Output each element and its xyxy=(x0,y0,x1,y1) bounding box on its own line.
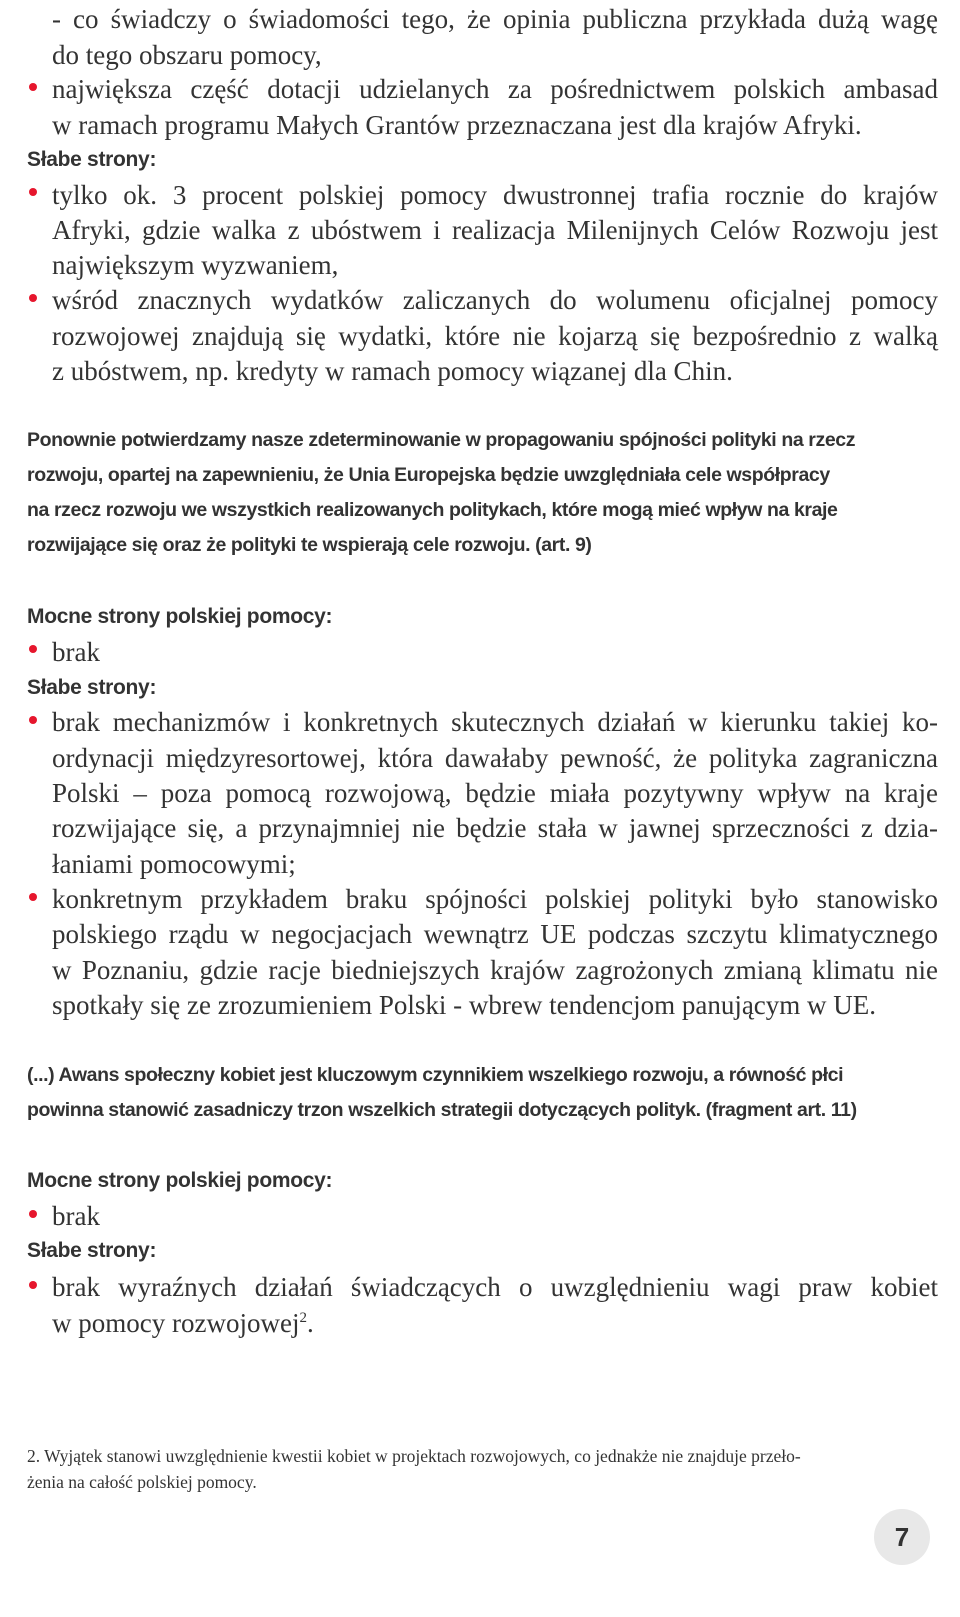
section-heading: Słabe strony: xyxy=(27,148,157,171)
section-heading: Słabe strony: xyxy=(27,676,157,699)
text-line: brak xyxy=(52,1201,100,1231)
text-fragment: w pomocy rozwojowej xyxy=(52,1308,300,1338)
quote-line: rozwoju, opartej na zapewnieniu, że Unia Europejska będzie uwzględniała cele współpracy xyxy=(27,464,830,486)
text-line: do tego obszaru pomocy, xyxy=(52,40,322,70)
quote-line: Ponownie potwierdzamy nasze zdeterminowanie w propagowaniu spójności polityki na rzecz xyxy=(27,429,856,451)
bullet-icon xyxy=(27,643,41,657)
section-heading: Słabe strony: xyxy=(27,1239,157,1262)
text-line: największym wyzwaniem, xyxy=(52,250,339,280)
quote-line: (...) Awans społeczny kobiet jest kluczowym czynnikiem wszelkiego rozwoju, a równość płci xyxy=(27,1064,844,1086)
bullet-icon xyxy=(27,186,41,200)
text-line: - co świadczy o świadomości tego, że opinia publiczna przykłada dużą wagę xyxy=(52,4,938,34)
footnote-line: żenia na całość polskiej pomocy. xyxy=(27,1472,257,1492)
section-heading: Mocne strony polskiej pomocy: xyxy=(27,1169,333,1192)
quote-article-9 xyxy=(27,423,932,563)
text-line: polskiego rządu w negocjacjach wewnątrz UE podczas szczytu klimatycznego xyxy=(52,919,938,949)
text-line: największa część dotacji udzielanych za pośrednictwem polskich ambasad xyxy=(52,74,938,104)
text-line: brak mechanizmów i konkretnych skutecznych działań w kierunku takiej ko- xyxy=(52,707,938,737)
page-number-badge xyxy=(874,1509,930,1565)
section-heading: Mocne strony polskiej pomocy: xyxy=(27,605,333,628)
text-line: Afryki, gdzie walka z ubóstwem i realizacja Milenijnych Celów Rozwoju jest xyxy=(52,215,938,245)
text-line: konkretnym przykładem braku spójności polskiej polityki było stanowisko xyxy=(52,884,938,914)
footnote-line: 2. Wyjątek stanowi uwzględnienie kwestii kobiet w projektach rozwojowych, co jednakże nie znajduje przeło- xyxy=(27,1446,801,1466)
quote-article-11 xyxy=(27,1058,932,1128)
bullet-icon xyxy=(27,1208,41,1222)
text-line: rozwojowej znajdują się wydatki, które nie kojarzą się bezpośrednio z walką xyxy=(52,321,938,351)
bullet-icon xyxy=(27,714,41,728)
bullet-icon xyxy=(27,81,41,95)
text-line: ordynacji międzyresortowej, która dawałaby pewność, że polityka zagraniczna xyxy=(52,743,938,773)
quote-line: powinna stanowić zasadniczy trzon wszelkich strategii dotyczących polityk. (fragment art. 11) xyxy=(27,1099,857,1121)
footnote xyxy=(27,1443,907,1495)
text-line: tylko ok. 3 procent polskiej pomocy dwustronnej trafia rocznie do krajów xyxy=(52,180,938,210)
text-line: Polski – poza pomocą rozwojową, będzie miała pozytywny wpływ na kraje xyxy=(52,778,938,808)
text-line: brak xyxy=(52,637,100,667)
text-line: rozwijające się, a przynajmniej nie będzie stała w jawnej sprzeczności z dzia- xyxy=(52,813,938,843)
text-line: z ubóstwem, np. kredyty w ramach pomocy wiązanej dla Chin. xyxy=(52,356,733,386)
bullet-icon xyxy=(27,891,41,905)
text-line: w Poznaniu, gdzie racje biedniejszych krajów zagrożonych zmianą klimatu nie xyxy=(52,955,938,985)
page-number: 7 xyxy=(894,1522,910,1552)
text-fragment: . xyxy=(306,1308,314,1338)
quote-line: rozwijające się oraz że polityki te wspierają cele rozwoju. (art. 9) xyxy=(27,534,592,556)
quote-line: na rzecz rozwoju we wszystkich realizowanych politykach, które mogą mieć wpływ na kraje xyxy=(27,499,838,521)
text-line: brak wyraźnych działań świadczących o uwzględnieniu wagi praw kobiet xyxy=(52,1272,938,1302)
text-line xyxy=(52,1305,938,1341)
bullet-icon xyxy=(27,292,41,306)
text-line: spotkały się ze zrozumieniem Polski - wbrew tendencjom panującym w UE. xyxy=(52,990,877,1020)
text-line: w ramach programu Małych Grantów przeznaczana jest dla krajów Afryki. xyxy=(52,110,862,140)
text-line: łaniami pomocowymi; xyxy=(52,849,296,879)
text-line: wśród znacznych wydatków zaliczanych do wolumenu oficjalnej pomocy xyxy=(52,285,938,315)
bullet-icon xyxy=(27,1279,41,1293)
footnote-ref[interactable]: 2 xyxy=(299,1310,307,1326)
